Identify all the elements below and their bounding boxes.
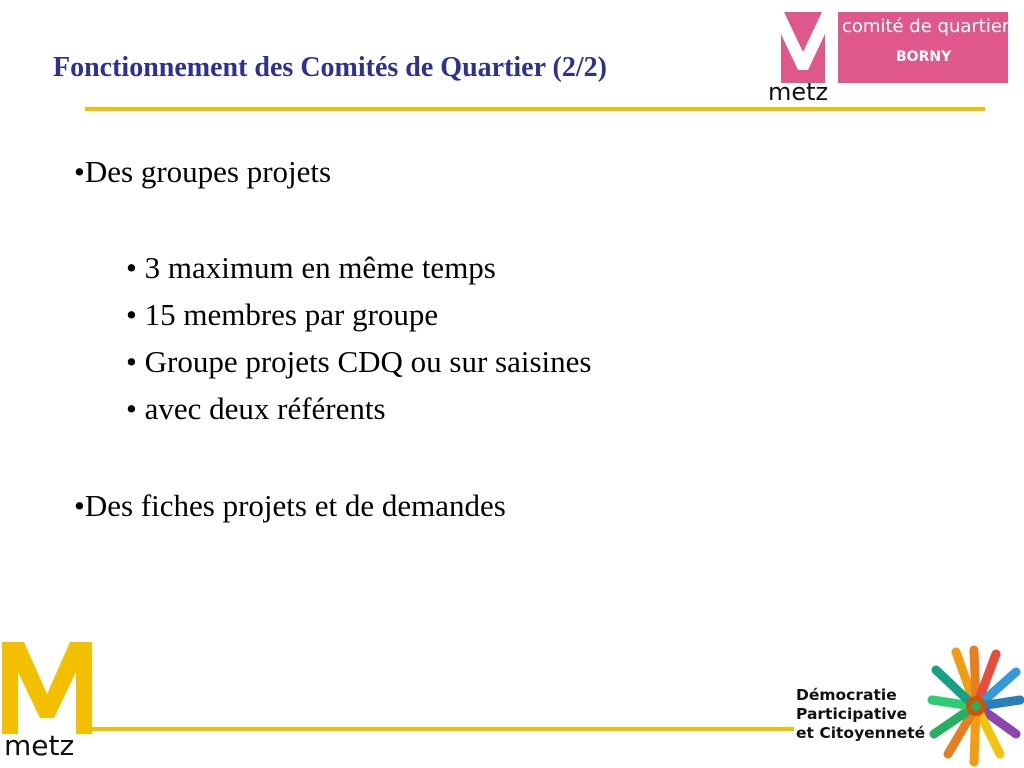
sub-bullet: • 3 maximum en même temps [126,250,496,285]
dpc-line-1: Démocratie [796,686,897,704]
comite-quartier-logo [768,12,1008,107]
title-divider [85,107,985,111]
metz-wordmark: metz [4,729,75,762]
sub-bullet: • avec deux référents [126,391,386,426]
dpc-line-3: et Citoyenneté [796,724,926,742]
metz-m-icon [2,642,92,734]
comite-label: comité de quartier [842,16,1010,37]
sub-bullet: • Groupe projets CDQ ou sur saisines [126,344,592,379]
comite-badge [768,12,1008,83]
sub-bullet: • 15 membres par groupe [126,297,439,332]
footer-divider [88,727,794,731]
metz-wordmark: metz [768,78,829,106]
colorful-hands-icon [926,642,1024,768]
dpc-line-2: Participative [796,705,908,723]
democratie-participative-label [796,686,925,743]
bullet-groupes-projets: •Des groupes projets [74,154,332,189]
bullet-fiches-projets: •Des fiches projets et de demandes [74,488,506,523]
borny-label: BORNY [896,49,952,65]
metz-m-icon [768,12,838,83]
metz-logo [0,640,100,768]
slide-title: Fonctionnement des Comités de Quartier (2/2) [53,52,607,83]
